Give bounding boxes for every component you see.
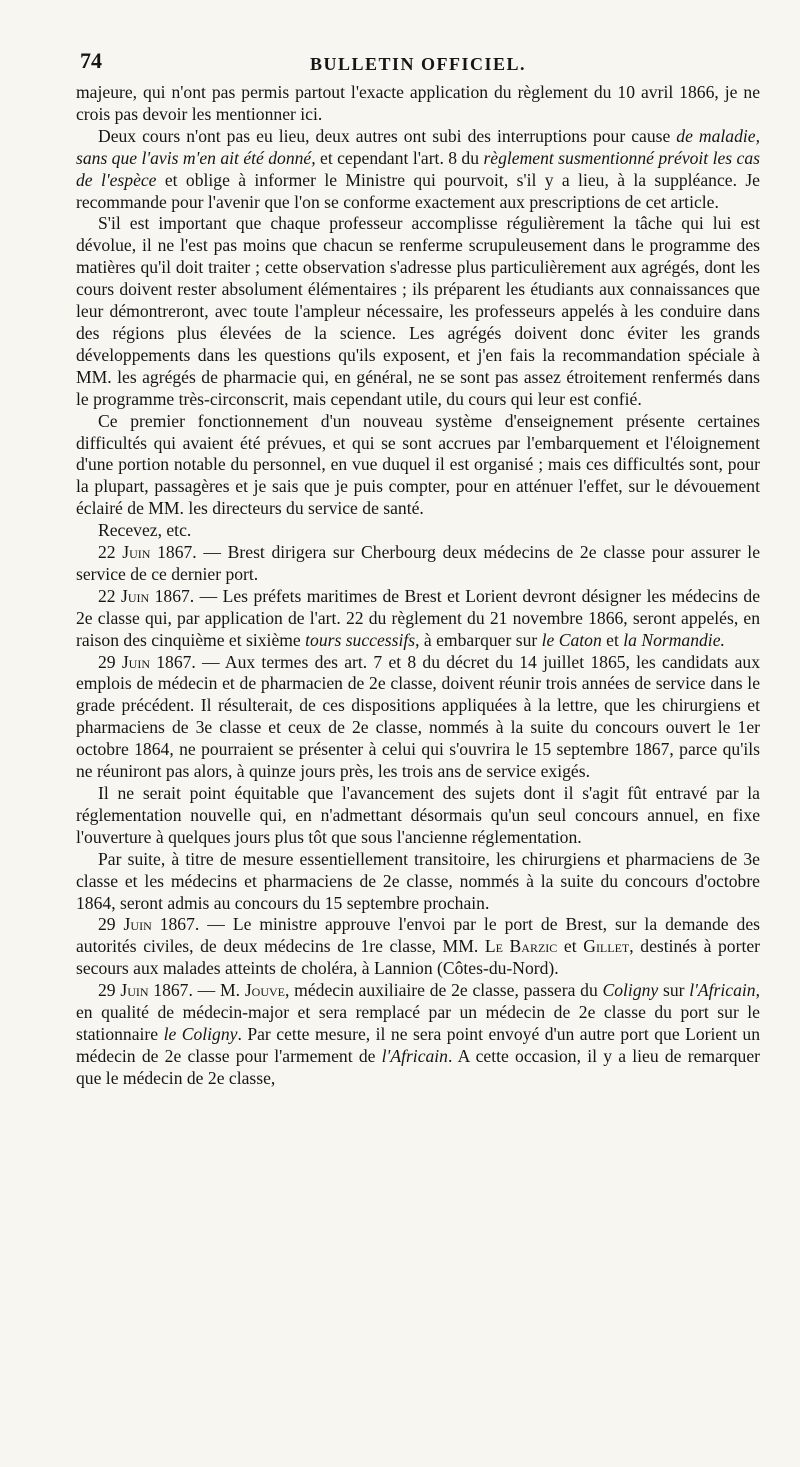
entry-date: 29 Juin 1867. (98, 651, 196, 672)
paragraph: Ce premier fonctionnement d'un nouveau système d'enseignement présente certaines difficultés qui avaient été prévues, et qui se sont accrues par l'embarquement et l'éloignement d'une portion notable du personnel, en vue duquel il est organisé ; mais ces difficultés sont, pour la plupart, passagères et je sais que je puis compter, pour en atténuer l'effet, sur le dévouement éclairé de MM. les directeurs du service de santé. (76, 410, 760, 519)
dated-entry: 22 Juin 1867. — Brest dirigera sur Cherbourg deux médecins de 2e classe pour assurer le service de ce dernier port. (76, 542, 761, 584)
dated-entry: 22 Juin 1867. — Les préfets maritimes de Brest et Lorient devront désigner les médecins de 2e classe qui, par application de l'art. 22 du règlement du 21 novembre 1866, seront appelés, en raison des cinquième et sixième tours successifs, à embarquer sur le Caton et la Normandie. (76, 585, 761, 650)
paragraph: Il ne serait point équitable que l'avancement des sujets dont il s'agit fût entravé par la réglementation nouvelle qui, en n'admettant désormais qu'un seul concours annuel, en fixe l'ouverture à quelques jours plus tôt que sous l'ancienne réglementation. (76, 783, 760, 847)
entry-date: 22 Juin 1867. (98, 542, 197, 563)
paragraph: Deux cours n'ont pas eu lieu, deux autres ont subi des interruptions pour cause de maladie, sans que l'avis m'en ait été donné, et cependant l'art. 8 du règlement susmentionné prévoit les cas de l'espèce et oblige à informer le Ministre qui pourvoit, s'il y a lieu, à la suppléance. Je recommande pour l'avenir que l'on se conforme exactement aux prescriptions de cet article. (76, 125, 760, 212)
paragraph: majeure, qui n'ont pas permis partout l'exacte application du règlement du 10 avril 1866, je ne crois pas devoir les mentionner ici. (76, 82, 760, 124)
dated-entry: 29 Juin 1867. — Aux termes des art. 7 et 8 du décret du 14 juillet 1865, les candidats aux emplois de médecin et de pharmacien de 2e classe, doivent réunir trois années de service dans le grade précédent. Il résulterait, de ces dispositions appliquées à la lettre, que les chirurgiens et pharmaciens de 3e classe et ceux de 2e classe, nommés à la suite du concours ouvert le 1er octobre 1864, ne pourraient se présenter à celui qui s'ouvrira le 15 septembre 1867, parce qu'ils ne réuniront pas alors, à quinze jours près, les trois ans de service exigés. (76, 651, 761, 782)
closing-line: Recevez, etc. (98, 520, 192, 541)
entry-date: 29 Juin 1867. (98, 914, 200, 935)
page-header (76, 48, 760, 82)
paragraph: Par suite, à titre de mesure essentiellement transitoire, les chirurgiens et pharmaciens de 3e classe et les médecins et pharmaciens de 2e classe, nommés à la suite du concours d'octobre 1864, seront admis au concours du 15 septembre prochain. (76, 848, 760, 913)
entry-date: 22 Juin 1867. (98, 585, 195, 606)
entry-date: 29 Juin 1867. (98, 980, 193, 1001)
dated-entry: 29 Juin 1867. — Le ministre approuve l'envoi par le port de Brest, sur la demande des autorités civiles, de deux médecins de 1re classe, MM. Le Barzic et Gillet, destinés à porter secours aux malades atteints de choléra, à Lannion (Côtes-du-Nord). (76, 914, 761, 979)
running-title: BULLETIN OFFICIEL. (309, 54, 527, 74)
paragraph: S'il est important que chaque professeur accomplisse régulièrement la tâche qui lui est dévolue, il ne l'est pas moins que chacun se renferme scrupuleusement dans le programme des matières qu'il doit traiter ; cette observation s'adresse plus particulièrement aux agrégés, dont les cours doivent rester absolument élémentaires ; ils préparent les étudiants aux connaissances que leur démontreront, avec toute l'ampleur nécessaire, les professeurs appelés à les conduire dans des régions plus élevées de la science. Les agrégés doivent donc éviter les grands développements dans les questions qu'ils exposent, et j'en fais la recommandation spéciale à MM. les agrégés de pharmacie qui, en général, ne se sont pas assez étroitement renfermés dans le programme très-circonscrit, mais cependant utile, du cours qui leur est confié. (76, 213, 760, 409)
body-text (76, 82, 760, 1090)
dated-entry: 29 Juin 1867. — M. Jouve, médecin auxiliaire de 2e classe, passera du Coligny sur l'Africain, en qualité de médecin-major et sera remplacé par un médecin de 2e classe du port sur le stationnaire le Coligny. Par cette mesure, il ne sera point envoyé d'un autre port que Lorient un médecin de 2e classe pour l'armement de l'Africain. A cette occasion, il y a lieu de remarquer que le médecin de 2e classe, (76, 980, 760, 1088)
page-number: 74 (80, 48, 102, 73)
